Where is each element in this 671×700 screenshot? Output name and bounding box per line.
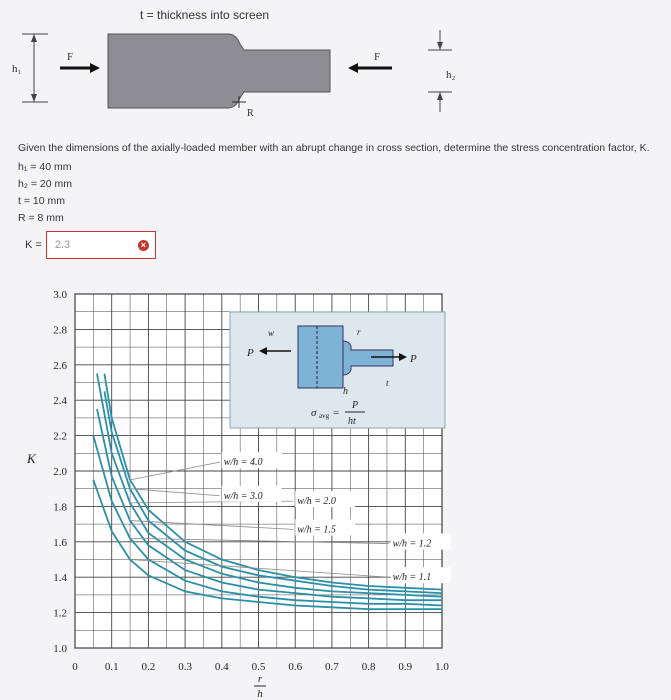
right-force-arrow xyxy=(348,63,392,73)
x-tick-label: 0.1 xyxy=(104,661,119,673)
inset-sigma-sub: avg xyxy=(319,412,330,420)
value-t: t = 10 mm xyxy=(18,195,65,207)
value-h1: h₁ = 40 mm xyxy=(18,161,72,173)
answer-field[interactable] xyxy=(46,231,156,259)
y-tick-label: 3.0 xyxy=(53,289,67,301)
curve-label: w/h = 4.0 xyxy=(223,457,263,469)
x-tick-labels xyxy=(72,661,449,673)
inset-w: w xyxy=(268,328,275,338)
curve-label: w/h = 1.5 xyxy=(297,524,336,536)
curve-label: w/h = 3.0 xyxy=(223,490,263,502)
h2-label: h₂ xyxy=(446,69,456,81)
x-tick-label: 0.6 xyxy=(288,661,303,673)
x-tick-label: 0.7 xyxy=(325,661,339,673)
answer-row xyxy=(25,230,156,260)
value-h2: h₂ = 20 mm xyxy=(18,178,72,190)
h1-dimension xyxy=(22,34,48,102)
x-tick-label: 0.2 xyxy=(141,661,156,673)
inset-figure xyxy=(230,312,445,428)
curve-label: w/h = 2.0 xyxy=(297,496,336,508)
right-force-label: F xyxy=(374,51,381,63)
y-tick-label: 2.0 xyxy=(53,466,67,478)
x-tick-label: 0.3 xyxy=(178,661,192,673)
y-tick-labels xyxy=(53,289,67,655)
x-tick-label: 0.4 xyxy=(214,661,229,673)
left-force-arrow xyxy=(60,63,100,73)
y-tick-label: 2.4 xyxy=(53,395,67,408)
y-tick-label: 1.6 xyxy=(53,536,67,549)
inset-r: r xyxy=(357,327,361,337)
left-force-label: F xyxy=(67,51,74,63)
x-tick-label: 0.8 xyxy=(361,661,376,673)
y-tick-label: 1.0 xyxy=(53,643,67,655)
x-axis-label-num: r xyxy=(257,673,263,685)
y-tick-label: 2.8 xyxy=(53,324,67,337)
inset-frac-den: ht xyxy=(348,416,356,427)
y-tick-label: 1.4 xyxy=(53,572,67,585)
x-tick-label: 0.9 xyxy=(398,661,413,673)
x-tick-label: 0.5 xyxy=(251,661,266,673)
y-axis-label: K xyxy=(27,451,36,466)
member-body xyxy=(108,34,330,108)
inset-eq: = xyxy=(333,407,340,419)
problem-block xyxy=(18,140,650,227)
y-tick-label: 2.2 xyxy=(53,430,67,443)
y-tick-label: 2.6 xyxy=(53,359,67,372)
radius-label: R xyxy=(247,108,254,119)
inset-wide-section xyxy=(298,326,343,388)
curve-label: w/h = 1.2 xyxy=(392,538,432,550)
inset-p-left: P xyxy=(247,347,254,359)
inset-frac-num: P xyxy=(352,400,359,411)
x-axis-label xyxy=(254,673,266,698)
x-tick-label: 1.0 xyxy=(435,661,449,673)
answer-label: K = xyxy=(25,239,42,251)
thickness-note: t = thickness into screen xyxy=(140,8,270,22)
answer-input[interactable] xyxy=(53,238,127,252)
inset-p-right: P xyxy=(410,353,417,365)
member-diagram xyxy=(0,20,671,130)
x-tick-label: 0 xyxy=(72,661,78,673)
h1-label: h₁ xyxy=(12,63,22,75)
y-tick-label: 1.8 xyxy=(53,501,67,514)
incorrect-icon: × xyxy=(138,240,149,251)
x-axis-label-den: h xyxy=(257,688,263,698)
inset-sigma: σ xyxy=(311,407,317,419)
curve-label: w/h = 1.1 xyxy=(392,572,432,584)
stress-concentration-chart xyxy=(15,278,465,698)
inset-t: t xyxy=(386,378,389,388)
y-tick-label: 1.2 xyxy=(53,607,67,620)
value-r: R = 8 mm xyxy=(18,212,64,224)
inset-h: h xyxy=(343,386,348,397)
problem-statement: Given the dimensions of the axially-loaded member with an abrupt change in cross section, determine the stress concentration factor, K. xyxy=(18,142,650,154)
